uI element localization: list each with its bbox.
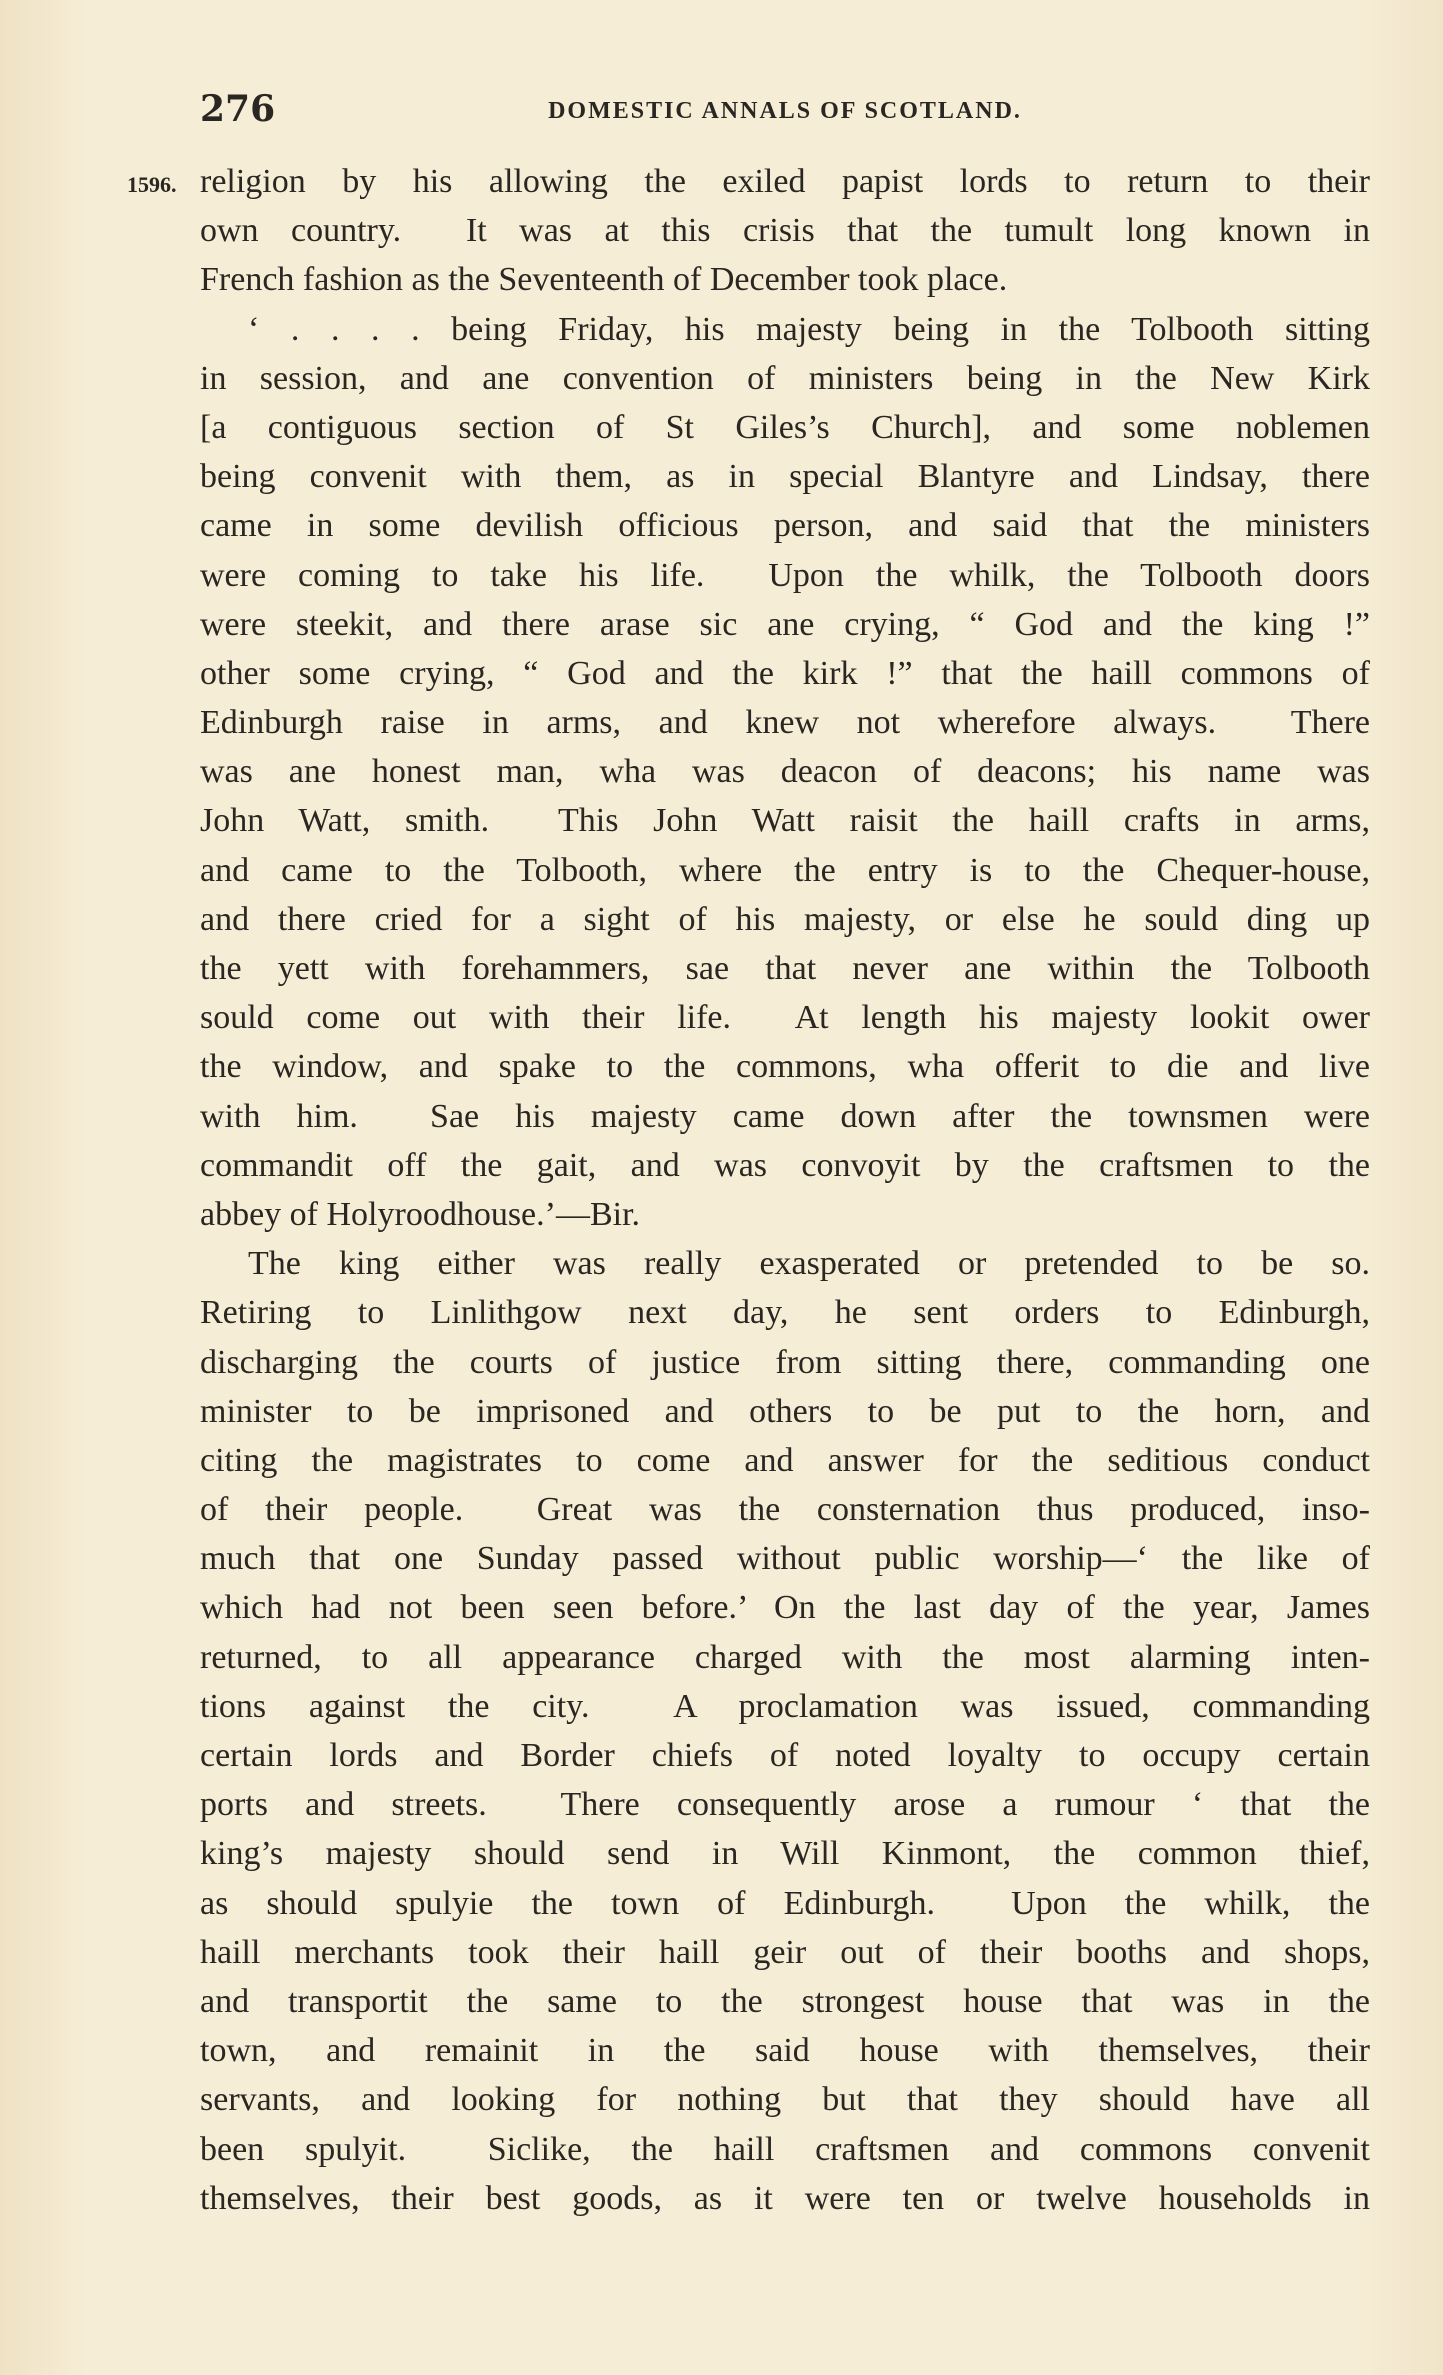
text-line: were steekit, and there arase sic ane crying, “ God and the king !” xyxy=(200,605,1370,643)
text-line: themselves, their best goods, as it were ten or twelve households in xyxy=(200,2179,1370,2217)
text-line: ports and streets. There consequently arose a rumour ‘ that the xyxy=(200,1786,1370,1824)
text-line: of their people. Great was the consternation thus produced, inso- xyxy=(200,1491,1370,1529)
text-line: and transportit the same to the strongest house that was in the xyxy=(200,1982,1370,2020)
text-line: as should spulyie the town of Edinburgh. Upon the whilk, the xyxy=(200,1884,1370,1922)
text-line: the window, and spake to the commons, wha offerit to die and live xyxy=(200,1048,1370,1086)
text-line: religion by his allowing the exiled papist lords to return to their xyxy=(200,163,1370,200)
text-line: discharging the courts of justice from sitting there, commanding one xyxy=(200,1343,1370,1381)
text-line: been spulyit. Siclike, the haill craftsmen and commons convenit xyxy=(200,2130,1370,2168)
text-line: other some crying, “ God and the kirk !” that the haill commons of xyxy=(200,654,1370,692)
text-line: citing the magistrates to come and answer for the seditious conduct xyxy=(200,1441,1370,1479)
text-line: which had not been seen before.’ On the last day of the year, James xyxy=(200,1589,1370,1627)
text-line: town, and remainit in the said house with themselves, their xyxy=(200,2032,1370,2070)
text-line: was ane honest man, wha was deacon of deacons; his name was xyxy=(200,753,1370,791)
text-line: and there cried for a sight of his majesty, or else he sould ding up xyxy=(200,900,1370,938)
text-line: with him. Sae his majesty came down after the townsmen were xyxy=(200,1097,1370,1135)
text-line: came in some devilish officious person, and said that the ministers xyxy=(200,507,1370,545)
margin-year-note: 1596. xyxy=(127,172,177,197)
text-line: Retiring to Linlithgow next day, he sent orders to Edinburgh, xyxy=(200,1294,1370,1332)
text-line: French fashion as the Seventeenth of December took place. xyxy=(200,261,1008,299)
text-line: sould come out with their life. At length his majesty lookit ower xyxy=(200,999,1370,1037)
text-line: the yett with forehammers, sae that never ane within the Tolbooth xyxy=(200,950,1370,987)
text-line: and came to the Tolbooth, where the entry is to the Chequer-house, xyxy=(200,851,1370,889)
text-line: returned, to all appearance charged with the most alarming inten- xyxy=(200,1638,1370,1676)
running-head: DOMESTIC ANNALS OF SCOTLAND. xyxy=(548,98,1022,124)
text-line: being convenit with them, as in special Blantyre and Lindsay, there xyxy=(200,458,1370,496)
text-line: were coming to take his life. Upon the whilk, the Tolbooth doors xyxy=(200,556,1370,594)
paragraph-start-line: The king either was really exasperated or pretended to be so. xyxy=(248,1245,1370,1283)
text-line: in session, and ane convention of ministers being in the New Kirk xyxy=(200,359,1370,397)
text-line: abbey of Holyroodhouse.’—Bir. xyxy=(200,1195,641,1233)
text-line: Edinburgh raise in arms, and knew not wherefore always. There xyxy=(200,704,1370,742)
text-line: commandit off the gait, and was convoyit by the craftsmen to the xyxy=(200,1146,1370,1184)
text-line: certain lords and Border chiefs of noted loyalty to occupy certain xyxy=(200,1737,1370,1774)
body-text xyxy=(200,157,1370,2223)
page-number: 276 xyxy=(200,88,276,130)
text-line: John Watt, smith. This John Watt raisit the haill crafts in arms, xyxy=(200,802,1370,840)
text-line: own country. It was at this crisis that the tumult long known in xyxy=(200,212,1370,250)
text-line: much that one Sunday passed without public worship—‘ the like of xyxy=(200,1540,1370,1578)
text-line: [a contiguous section of St Giles’s Church], and some noblemen xyxy=(200,408,1370,446)
text-line: tions against the city. A proclamation was issued, commanding xyxy=(200,1687,1370,1725)
page-header xyxy=(200,88,1370,136)
quotation-start-line: ‘ . . . . being Friday, his majesty being in the Tolbooth sitting xyxy=(248,310,1370,348)
text-line: servants, and looking for nothing but that they should have all xyxy=(200,2081,1370,2119)
text-line: minister to be imprisoned and others to be put to the horn, and xyxy=(200,1392,1370,1430)
text-line: haill merchants took their haill geir out of their booths and shops, xyxy=(200,1933,1370,1971)
text-line: king’s majesty should send in Will Kinmont, the common thief, xyxy=(200,1835,1370,1873)
